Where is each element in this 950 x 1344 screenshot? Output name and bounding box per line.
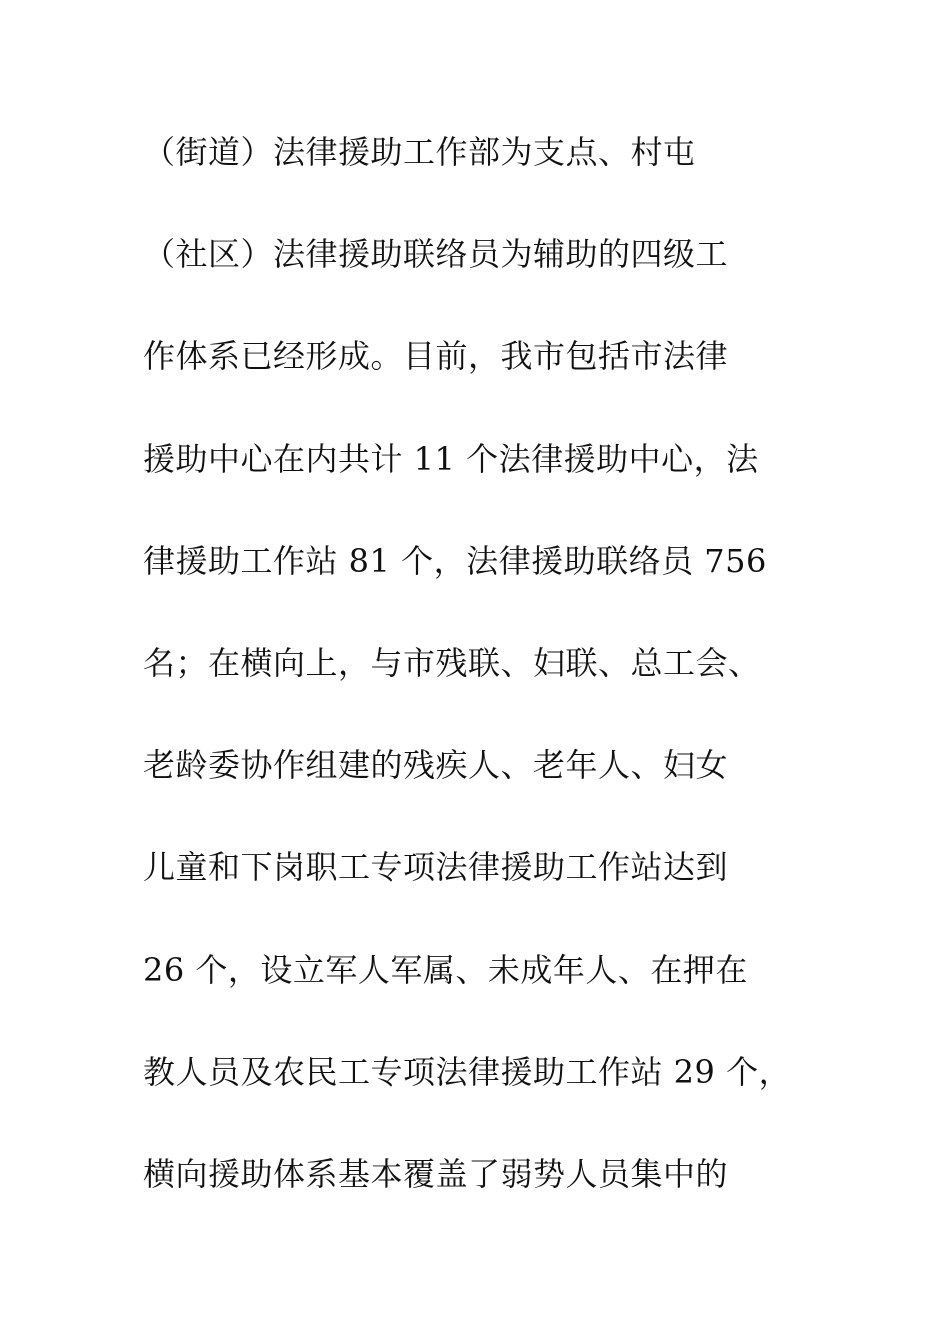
body-text [143,122,833,1246]
text-line: 作体系已经形成。目前，我市包括市法律 [143,337,729,376]
text-line: （街道）法律援助工作部为支点、村屯 [143,133,696,171]
text-line: 名；在横向上，与市残联、妇联、总工会、 [143,643,761,682]
text-line: （社区）法律援助联络员为辅助的四级工 [143,235,729,274]
text-line: 教人员及农民工专项法律援助工作站 29 个， [143,1052,792,1091]
text-line: 26 个，设立军人军属、未成年人、在押在 [143,950,748,989]
text-line: 老龄委协作组建的残疾人、老年人、妇女 [143,746,729,785]
text-line: 援助中心在内共计 11 个法律援助中心，法 [143,439,759,478]
text-line: 儿童和下岗职工专项法律援助工作站达到 [143,848,729,887]
text-line: 律援助工作站 81 个，法律援助联络员 756 [143,541,767,580]
text-line: 横向援助体系基本覆盖了弱势人员集中的 [143,1154,729,1193]
